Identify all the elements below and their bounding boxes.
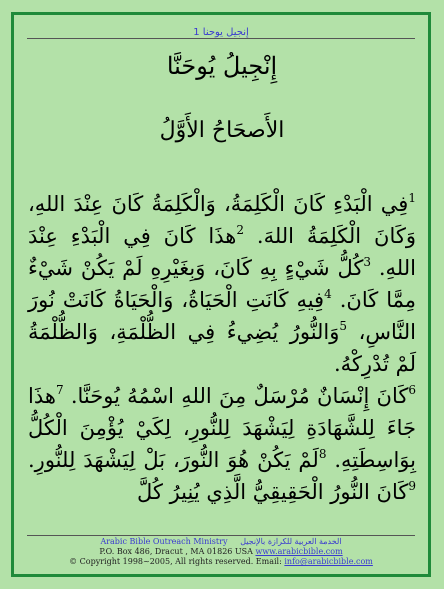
verse-number: 3 (363, 255, 372, 269)
email-link[interactable]: info@arabicbible.com (284, 557, 373, 566)
verse-text: كُلُّ شَيْءٍ بِهِ كَانَ، وَبِغَيْرِهِ لَمْ يَكُنْ شَيْءٌ مِمَّا كَانَ. (28, 256, 416, 312)
verse-text: كَانَ إِنْسَانٌ مُرْسَلٌ مِنَ اللهِ اسْمُهُ يُوحَنَّا. (70, 384, 409, 408)
verse-text: كَانَ النُّورُ الْحَقِيقِيُّ الَّذِي يُنِيرُ كُلَّ (137, 480, 409, 504)
verse-text: هذَا كَانَ فِي الْبَدْءِ عِنْدَ اللهِ. (28, 224, 416, 280)
footer-address-line (27, 547, 415, 557)
verse (71, 384, 416, 408)
address: P.O. Box 486, Dracut , MA 01826 USA (99, 547, 253, 556)
footer-org-line (27, 537, 415, 547)
footer (27, 535, 415, 567)
verse-number: 5 (339, 319, 348, 333)
chapter-title: الأَصحَاحُ الأَوَّلُ (159, 118, 285, 143)
footer-copyright-line (27, 557, 415, 567)
verse-text: لَمْ يَكُنْ هُوَ النُّورَ، بَلْ لِيَشْهَدَ لِلنُّورِ. (28, 448, 319, 472)
verse-text: هذَا جَاءَ لِلشَّهَادَةِ لِيَشْهَدَ لِلنُّورِ، لِكَيْ يُؤْمِنَ الْكُلُّ بِوَاسِطَتِهِ. (28, 384, 416, 472)
running-title: إنجيل يوحنا 1 (193, 27, 249, 38)
org-name-en: Arabic Bible Outreach Ministry (100, 537, 228, 546)
website-link[interactable]: www.arabicbible.com (255, 547, 343, 556)
verse-number: 7 (55, 383, 64, 397)
verse-text: فِيهِ كَانَتِ الْحَيَاةُ، وَالْحَيَاةُ كَانَتْ نُورَ النَّاسِ، (28, 288, 416, 344)
book-title: إِنْجِيلُ يُوحَنَّا (166, 52, 278, 80)
verse-text: وَالنُّورُ يُضِيءُ فِي الظُّلْمَةِ، وَالظُّلْمَةُ لَمْ تُدْرِكْهُ. (28, 320, 416, 376)
running-header (27, 20, 415, 39)
verse (28, 448, 326, 472)
org-name-ar: الخدمة العربية للكرازة بالإنجيل (240, 537, 342, 546)
verse-number: 2 (236, 223, 244, 237)
verse (137, 480, 416, 504)
verse-number: 6 (408, 383, 416, 397)
verse-number: 8 (318, 447, 327, 461)
copyright: © Copyright 1998~2005, All rights reserved. Email: (69, 557, 282, 566)
verse-text: فِي الْبَدْءِ كَانَ الْكَلِمَةُ، وَالْكَلِمَةُ كَانَ عِنْدَ اللهِ، وَكَانَ الْكَلِمَةُ اللهَ. (28, 192, 416, 248)
verse-number: 4 (324, 287, 332, 301)
verse-number: 9 (408, 479, 416, 493)
chapter-text (28, 188, 416, 508)
verse-number: 1 (408, 191, 416, 205)
